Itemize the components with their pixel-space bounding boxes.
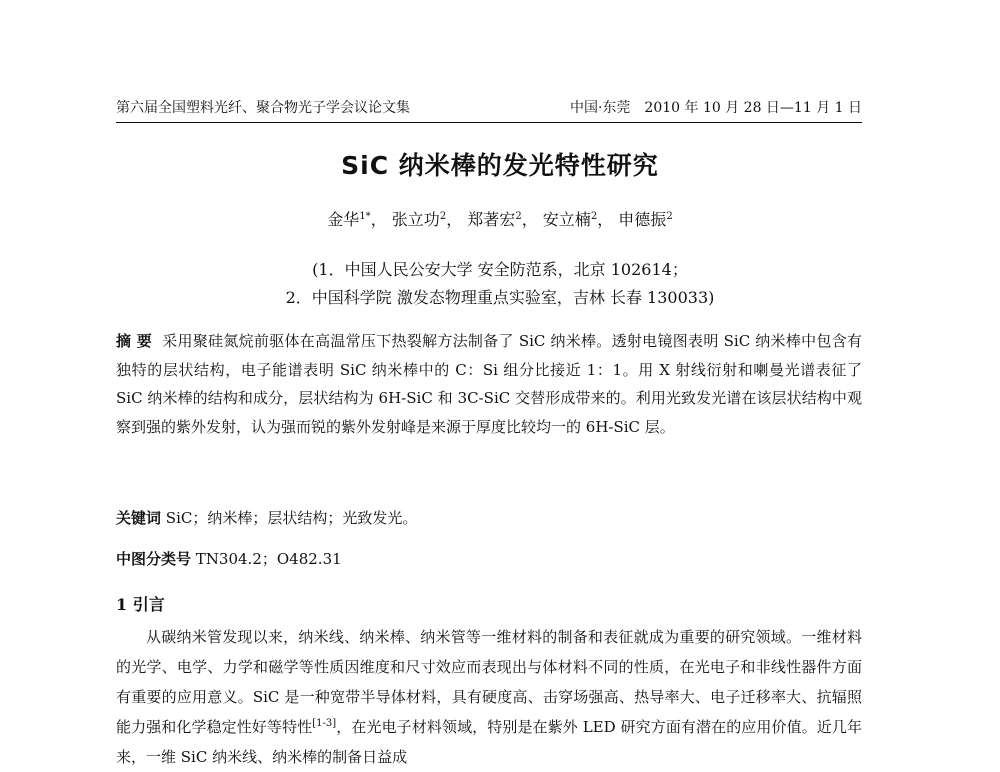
- affiliation-1: (1．中国人民公安大学 安全防范系，北京 102614；: [312, 260, 688, 279]
- introduction-paragraph: [116, 622, 862, 772]
- abstract: [116, 327, 862, 441]
- author-affiliation-mark: 2: [666, 211, 673, 222]
- section-heading-introduction: 1 引言: [116, 595, 165, 614]
- author-separator: ，: [597, 210, 614, 229]
- author-affiliation-mark: 2: [590, 211, 598, 222]
- author-affiliation-mark: 1*: [359, 211, 371, 222]
- author-separator: ，: [370, 210, 387, 229]
- paper-title: SiC 纳米棒的发光特性研究: [341, 151, 659, 180]
- keywords-label: 关键词: [116, 509, 162, 527]
- author-affiliation-mark: 2: [439, 211, 447, 222]
- classification-text: TN304.2；O482.31: [195, 550, 342, 568]
- author-separator: ，: [446, 210, 463, 229]
- author-separator: ，: [521, 210, 538, 229]
- author-list: [0, 208, 1000, 232]
- abstract-label: 摘 要: [116, 332, 153, 350]
- classification-label: 中图分类号: [116, 550, 192, 568]
- introduction-text-continued: ，在光电子材料领域，特别是在紫外 LED 研究方面有潜在的应用价值。近几年来，一维 SiC 纳米线、纳米棒的制备日益成: [116, 718, 862, 766]
- classification-number: [116, 547, 862, 571]
- header-rule: [116, 122, 862, 123]
- author-name: 申德振: [618, 210, 667, 229]
- affiliation-2: 2．中国科学院 激发态物理重点实验室，吉林 长春 130033): [285, 288, 715, 307]
- proceedings-title: 第六届全国塑料光纤、聚合物光子学会议论文集: [116, 100, 410, 116]
- conference-location-date: 中国·东莞 2010 年 10 月 28 日—11 月 1 日: [569, 100, 862, 116]
- citation-ref: [1-3]: [312, 718, 337, 729]
- author-affiliation-mark: 2: [515, 211, 522, 222]
- keywords-text: SiC；纳米棒；层状结构；光致发光。: [165, 509, 418, 527]
- introduction-text: 从碳纳米管发现以来，纳米线、纳米棒、纳米管等一维材料的制备和表征就成为重要的研究领域。一维材料的光学、电学、力学和磁学等性质因维度和尺寸效应而表现出与体材料不同的性质，在光电子和非线性器件方面有重要的应用意义。SiC 是一种宽带半导体材料，具有硬度高、击穿场强高、热导率大、电子迁移率大、抗辐照能力强和化学稳定性好等特性: [116, 628, 862, 736]
- author-name: 郑著宏: [467, 210, 516, 229]
- author-name: 金华: [327, 210, 360, 229]
- keywords: [116, 506, 862, 530]
- abstract-text: 采用聚硅氮烷前驱体在高温常压下热裂解方法制备了 SiC 纳米棒。透射电镜图表明 SiC 纳米棒中包含有独特的层状结构，电子能谱表明 SiC 纳米棒中的 C：Si 组分比接近 1：1。用 X 射线衍射和喇曼光谱表征了 SiC 纳米棒的结构和成分，层状结构为 6H-SiC 和 3C-SiC 交替形成带来的。利用光致发光谱在该层状结构中观察到强的紫外发射，认为强而锐的紫外发射峰是来源于厚度比较均一的 6H-SiC 层。: [116, 332, 862, 436]
- running-header: [116, 99, 862, 117]
- author-name: 安立楠: [542, 210, 591, 229]
- author-name: 张立功: [391, 210, 440, 229]
